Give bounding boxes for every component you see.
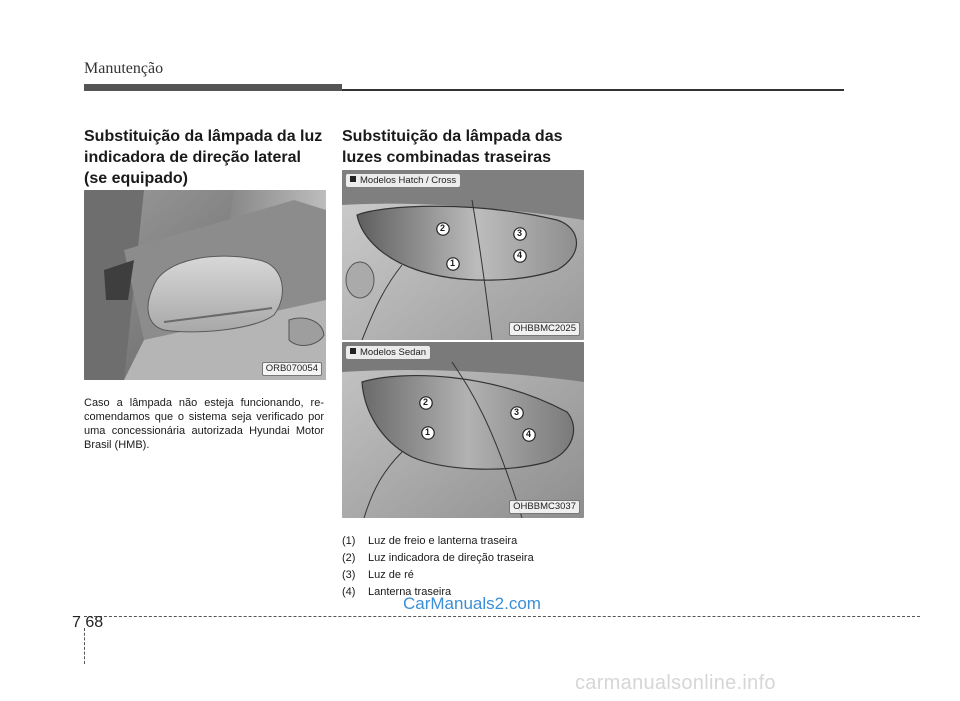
legend-number: (2)	[342, 552, 356, 564]
legend-text: Luz indicadora de direção traseira	[368, 552, 534, 564]
callout-3	[510, 406, 524, 425]
sedan-taillamp-illustration	[342, 342, 584, 518]
left-heading	[84, 126, 334, 189]
hatch-taillamp-photo	[342, 170, 584, 340]
callout-number: 1	[450, 258, 456, 268]
hatch-taillamp-illustration	[342, 170, 584, 340]
legend-item	[342, 567, 602, 584]
callout-1	[446, 257, 460, 276]
callout-2	[419, 396, 433, 415]
site-watermark[interactable]: CarManuals2.com	[403, 594, 541, 613]
lamp-legend	[342, 533, 602, 601]
bullet-square-icon	[350, 176, 356, 182]
callout-number: 2	[423, 397, 429, 407]
legend-number: (1)	[342, 535, 356, 547]
callout-number: 3	[514, 407, 520, 417]
mirror-illustration	[84, 190, 326, 380]
photo-code: ORB070054	[262, 362, 322, 376]
left-heading-line: indicadora de direção lateral	[84, 149, 301, 166]
bottom-watermark[interactable]: carmanualsonline.info	[575, 672, 776, 694]
page-number: 7 68	[72, 614, 104, 631]
callout-1	[421, 426, 435, 445]
section-title: Manutenção	[84, 60, 164, 77]
photo-label-text: Modelos Sedan	[360, 347, 427, 358]
footer-dashed-vertical	[84, 628, 85, 664]
mirror-photo	[84, 190, 326, 380]
right-heading-line: luzes combinadas traseiras	[342, 149, 551, 166]
photo-code: OHBBMC2025	[509, 322, 580, 336]
callout-4	[513, 249, 527, 268]
callout-number: 1	[425, 427, 431, 437]
legend-number: (3)	[342, 569, 356, 581]
callout-3	[513, 227, 527, 246]
callout-number: 4	[517, 250, 523, 260]
callout-number: 2	[440, 223, 446, 233]
legend-item	[342, 550, 602, 567]
photo-code: OHBBMC3037	[509, 500, 580, 514]
footer-dashed-rule	[84, 616, 920, 617]
bullet-square-icon	[350, 348, 356, 354]
left-heading-line: Substituição da lâmpada da luz	[84, 128, 323, 145]
legend-item	[342, 533, 602, 550]
left-heading-line: (se equipado)	[84, 170, 189, 187]
right-heading-line: Substituição da lâmpada das	[342, 128, 563, 145]
callout-number: 3	[517, 228, 523, 238]
legend-number: (4)	[342, 586, 356, 598]
header-rule-thin	[342, 89, 844, 91]
photo-label	[346, 174, 460, 187]
header-rule-thick	[84, 84, 342, 91]
callout-2	[436, 222, 450, 241]
left-body-text: Caso a lâmpada não esteja funcionando, re- comendamos que o sistema seja verificado por uma concessionária autorizada Hyundai Motor Brasil (HMB).	[84, 397, 324, 451]
legend-text: Luz de freio e lanterna traseira	[368, 535, 518, 547]
legend-text: Lanterna traseira	[368, 586, 452, 598]
callout-4	[522, 428, 536, 447]
legend-text: Luz de ré	[368, 569, 414, 581]
right-heading	[342, 126, 592, 168]
photo-label-text: Modelos Hatch / Cross	[360, 175, 457, 186]
callout-number: 4	[526, 429, 532, 439]
photo-label	[346, 346, 430, 359]
sedan-taillamp-photo	[342, 342, 584, 518]
